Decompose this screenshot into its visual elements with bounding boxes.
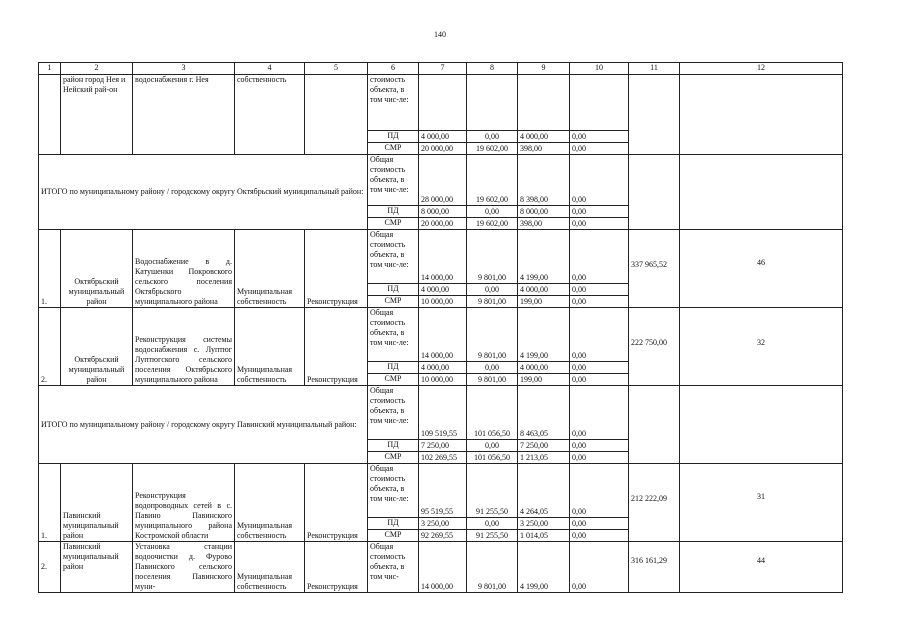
pd-label: ПД xyxy=(368,440,419,452)
cost-label-cell: Общая стоимость объекта, в том чис-ле: xyxy=(368,308,419,362)
district-cell: Октябрьский муниципальный район xyxy=(61,308,133,386)
value-cell: 91 255,50 xyxy=(467,530,518,542)
value-cell: 102 269,55 xyxy=(419,452,467,464)
smr-label: СМР xyxy=(368,296,419,308)
value-cell: 0,00 xyxy=(570,374,629,386)
value-cell: 0,00 xyxy=(570,464,629,518)
value-cell: 0,00 xyxy=(570,452,629,464)
value-cell: 9 801,00 xyxy=(467,374,518,386)
value-cell: 3 250,00 xyxy=(419,518,467,530)
value-cell: 0,00 xyxy=(570,518,629,530)
value-cell: 19 602,00 xyxy=(467,155,518,206)
value-cell: 9 801,00 xyxy=(467,542,518,593)
work-type-cell: Реконструкция xyxy=(305,230,368,308)
value-cell: 4 199,00 xyxy=(518,308,570,362)
value-cell: 4 199,00 xyxy=(518,230,570,284)
table-row xyxy=(39,386,843,440)
work-type-cell: Реконструкция xyxy=(305,308,368,386)
value-cell: 20 000,00 xyxy=(419,143,467,155)
value-cell: 0,00 xyxy=(570,308,629,362)
district-cell: район город Нея и Нейский рай-он xyxy=(61,75,133,155)
col-header-4: 4 xyxy=(235,63,305,75)
row-number-cell xyxy=(39,75,61,155)
value-cell: 0,00 xyxy=(570,296,629,308)
col-header-8: 8 xyxy=(467,63,518,75)
value-cell: 32 xyxy=(680,308,843,386)
district-cell: Павинский муниципальный район xyxy=(61,464,133,542)
pd-label: ПД xyxy=(368,518,419,530)
row-number-cell: 1. xyxy=(39,464,61,542)
ownership-cell: Муниципальная собственность xyxy=(235,542,305,593)
smr-label: СМР xyxy=(368,218,419,230)
value-cell: 222 750,00 xyxy=(629,308,680,386)
table-row xyxy=(39,75,843,131)
col-header-7: 7 xyxy=(419,63,467,75)
value-cell: 0,00 xyxy=(570,440,629,452)
subtotal-title: ИТОГО по муниципальному району / городскому округу Павинский муниципальный район: xyxy=(39,386,368,464)
value-cell: 4 000,00 xyxy=(419,131,467,143)
pd-label: ПД xyxy=(368,284,419,296)
row-number-cell: 1. xyxy=(39,230,61,308)
subtotal-title: ИТОГО по муниципальному району / городскому округу Октябрьский муниципальный район: xyxy=(39,155,368,230)
object-name-cell: водоснабжения г. Нея xyxy=(133,75,235,155)
value-cell: 0,00 xyxy=(467,131,518,143)
value-cell: 8 000,00 xyxy=(518,206,570,218)
value-cell: 92 269,55 xyxy=(419,530,467,542)
value-cell: 14 000,00 xyxy=(419,542,467,593)
value-cell: 8 398,00 xyxy=(518,155,570,206)
value-cell: 19 602,00 xyxy=(467,143,518,155)
district-cell: Павинский муниципальный район xyxy=(61,542,133,593)
smr-label: СМР xyxy=(368,530,419,542)
work-type-cell: Реконструкция xyxy=(305,464,368,542)
table-row xyxy=(39,308,843,362)
value-cell: 4 264,05 xyxy=(518,464,570,518)
value-cell: 0,00 xyxy=(467,362,518,374)
work-type-cell: Реконструкция xyxy=(305,542,368,593)
district-cell: Октябрьский муниципальный район xyxy=(61,230,133,308)
pd-label: ПД xyxy=(368,362,419,374)
value-cell: 0,00 xyxy=(570,386,629,440)
col-header-9: 9 xyxy=(518,63,570,75)
value-cell: 0,00 xyxy=(467,206,518,218)
value-cell: 8 000,00 xyxy=(419,206,467,218)
value-cell: 14 000,00 xyxy=(419,308,467,362)
value-cell: 0,00 xyxy=(467,518,518,530)
cost-label-cell: Общая стоимость объекта, в том чис-ле: xyxy=(368,155,419,206)
value-cell: 4 000,00 xyxy=(518,284,570,296)
row-number-cell: 2. xyxy=(39,308,61,386)
cost-label-cell: стоимость объекта, в том чис-ле: xyxy=(368,75,419,131)
cost-label-cell: Общая стоимость объекта, в том чис-ле: xyxy=(368,386,419,440)
table-row xyxy=(39,230,843,284)
value-cell: 0,00 xyxy=(570,206,629,218)
column-header-row xyxy=(39,63,843,75)
pd-label: ПД xyxy=(368,206,419,218)
value-cell: 8 463,05 xyxy=(518,386,570,440)
cost-label-cell: Общая стоимость объекта, в том чис-ле: xyxy=(368,230,419,284)
value-cell: 0,00 xyxy=(570,230,629,284)
value-cell: 1 213,05 xyxy=(518,452,570,464)
col-header-6: 6 xyxy=(368,63,419,75)
value-cell: 4 000,00 xyxy=(419,362,467,374)
table-row xyxy=(39,542,843,593)
col-header-5: 5 xyxy=(305,63,368,75)
value-cell: 28 000,00 xyxy=(419,155,467,206)
ownership-cell: собственность xyxy=(235,75,305,155)
object-name-cell: Реконструкция системы водоснабжения с. Луптюг Луптюгского сельского поселения Октябрьского муниципального района xyxy=(133,308,235,386)
value-cell: 199,00 xyxy=(518,374,570,386)
table-row xyxy=(39,155,843,206)
col-header-12: 12 xyxy=(680,63,843,75)
value-cell: 20 000,00 xyxy=(419,218,467,230)
value-cell: 44 xyxy=(680,542,843,593)
value-cell: 46 xyxy=(680,230,843,308)
value-cell: 212 222,09 xyxy=(629,464,680,542)
value-cell: 4 000,00 xyxy=(518,362,570,374)
work-type-cell xyxy=(305,75,368,155)
investment-table xyxy=(38,62,843,593)
value-cell: 398,00 xyxy=(518,218,570,230)
col-header-11: 11 xyxy=(629,63,680,75)
value-cell: 9 801,00 xyxy=(467,308,518,362)
value-cell: 3 250,00 xyxy=(518,518,570,530)
value-cell: 0,00 xyxy=(570,143,629,155)
object-name-cell: Установка станции водоочистки д. Фурово Павинского сельского поселения Павинского муни- xyxy=(133,542,235,593)
page-number: 140 xyxy=(434,30,446,39)
value-cell: 4 000,00 xyxy=(518,131,570,143)
value-cell: 0,00 xyxy=(570,362,629,374)
value-cell: 91 255,50 xyxy=(467,464,518,518)
object-name-cell: Реконструкция водопроводных сетей в с. Павино Павинского муниципального района Костромской области xyxy=(133,464,235,542)
cost-label-cell: Общая стоимость объекта, в том чис- xyxy=(368,542,419,593)
cost-label-cell: Общая стоимость объекта, в том чис-ле: xyxy=(368,464,419,518)
ownership-cell: Муниципальная собственность xyxy=(235,464,305,542)
ownership-cell: Муниципальная собственность xyxy=(235,308,305,386)
value-cell: 4 199,00 xyxy=(518,542,570,593)
value-cell: 19 602,00 xyxy=(467,218,518,230)
value-cell: 9 801,00 xyxy=(467,230,518,284)
value-cell: 0,00 xyxy=(570,530,629,542)
col-header-2: 2 xyxy=(61,63,133,75)
value-cell: 14 000,00 xyxy=(419,230,467,284)
smr-label: СМР xyxy=(368,143,419,155)
value-cell: 95 519,55 xyxy=(419,464,467,518)
value-cell: 199,00 xyxy=(518,296,570,308)
value-cell: 101 056,50 xyxy=(467,452,518,464)
value-cell: 316 161,29 xyxy=(629,542,680,593)
smr-label: СМР xyxy=(368,452,419,464)
value-cell: 10 000,00 xyxy=(419,374,467,386)
value-cell: 0,00 xyxy=(467,440,518,452)
value-cell: 7 250,00 xyxy=(419,440,467,452)
row-number-cell: 2. xyxy=(39,542,61,593)
value-cell: 109 519,55 xyxy=(419,386,467,440)
value-cell: 31 xyxy=(680,464,843,542)
pd-label: ПД xyxy=(368,131,419,143)
value-cell: 10 000,00 xyxy=(419,296,467,308)
col-header-1: 1 xyxy=(39,63,61,75)
smr-label: СМР xyxy=(368,374,419,386)
value-cell: 0,00 xyxy=(570,218,629,230)
ownership-cell: Муниципальная собственность xyxy=(235,230,305,308)
value-cell: 0,00 xyxy=(570,131,629,143)
value-cell: 1 014,05 xyxy=(518,530,570,542)
value-cell: 7 250,00 xyxy=(518,440,570,452)
value-cell: 0,00 xyxy=(570,155,629,206)
value-cell: 0,00 xyxy=(467,284,518,296)
value-cell: 9 801,00 xyxy=(467,296,518,308)
value-cell: 4 000,00 xyxy=(419,284,467,296)
value-cell: 398,00 xyxy=(518,143,570,155)
object-name-cell: Водоснабжение в д. Катушенки Покровского сельского поселения Октябрьского муниципального района xyxy=(133,230,235,308)
col-header-3: 3 xyxy=(133,63,235,75)
col-header-10: 10 xyxy=(570,63,629,75)
value-cell: 0,00 xyxy=(570,542,629,593)
table-row xyxy=(39,464,843,518)
value-cell: 337 965,52 xyxy=(629,230,680,308)
value-cell: 0,00 xyxy=(570,284,629,296)
value-cell: 101 056,50 xyxy=(467,386,518,440)
